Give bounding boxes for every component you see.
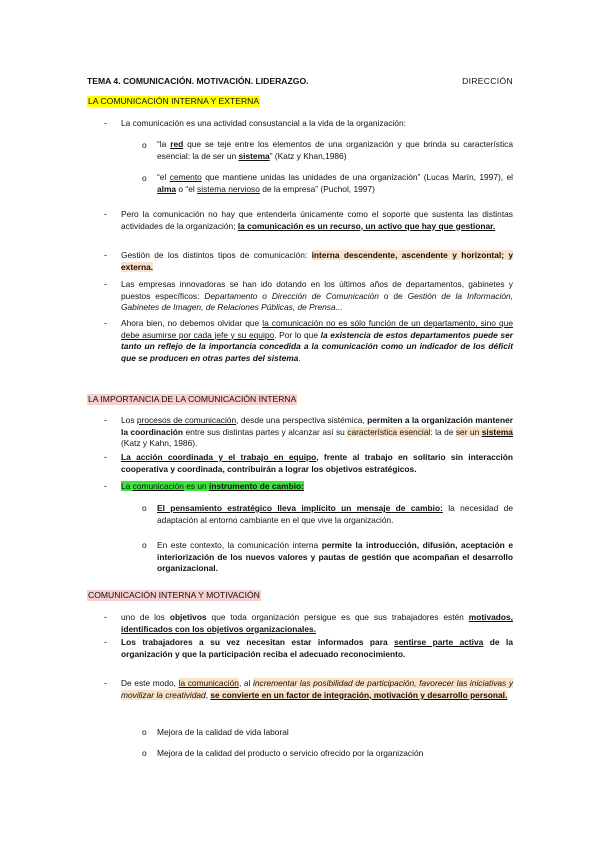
dash-marker: - (104, 318, 107, 328)
bullet-marker: o (142, 540, 147, 550)
paragraph-6: Los procesos de comunicación, desde una perspectiva sistémica, permiten a la organización mantener la coordinación entre sus distintas partes y alcanzar así su característica esencial: la de ser un sistema (Katz y Kahn, 1986). (121, 415, 513, 449)
quote-3: El pensamiento estratégico lleva implícito un mensaje de cambio: la necesidad de adaptación al entorno cambiante en el que vive la organización. (157, 503, 513, 525)
dash-marker: - (104, 452, 107, 462)
dash-marker: - (104, 637, 107, 647)
document-title: TEMA 4. COMUNICACIÓN. MOTIVACIÓN. LIDERAZGO. (87, 76, 309, 86)
paragraph-8: La comunicación es un instrumento de cambio: (121, 481, 304, 491)
section-heading-2: LA IMPORTANCIA DE LA COMUNICACIÓN INTERNA (88, 394, 297, 404)
quote-5: Mejora de la calidad de vida laboral (157, 727, 289, 737)
paragraph-9: uno de los objetivos que toda organización persigue es que sus trabajadores estén motivados, identificados con los objetivos organizacionales. (121, 612, 513, 634)
paragraph-7: La acción coordinada y el trabajo en equipo, frente al trabajo en solitario sin interacción cooperativa y coordinada, contribuirán a lograr los objetivos estratégicos. (121, 452, 513, 474)
paragraph-11: De este modo, la comunicación, al incrementar las posibilidad de participación, favorecer las iniciativas y movilizar la creatividad, se convierte en un factor de integración, motivación y desarrollo personal. (121, 678, 514, 700)
bullet-marker: o (142, 173, 147, 183)
dash-marker: - (104, 279, 107, 289)
dash-marker: - (104, 415, 107, 425)
quote-1: “la red que se teje entre los elementos de una organización y que brinda su característica esencial: la de ser un sistema” (Katz y Khan,1986) (157, 139, 514, 161)
dash-marker: - (104, 118, 107, 128)
header-subject: DIRECCIÓN (462, 76, 513, 86)
bullet-marker: o (142, 503, 147, 513)
dash-marker: - (104, 209, 107, 219)
section-heading-3: COMUNICACIÓN INTERNA Y MOTIVACIÓN (88, 590, 260, 600)
paragraph-10: Los trabajadores a su vez necesitan estar informados para sentirse parte activa de la organización y que la participación reciba el adecuado reconocimiento. (121, 637, 513, 659)
dash-marker: - (104, 250, 107, 260)
paragraph-1: La comunicación es una actividad consustancial a la vida de la organización: (121, 118, 406, 128)
section-heading-1: LA COMUNICACIÓN INTERNA Y EXTERNA (88, 96, 260, 106)
dash-marker: - (104, 678, 107, 688)
quote-6: Mejora de la calidad del producto o servicio ofrecido por la organización (157, 748, 424, 758)
quote-4: En este contexto, la comunicación interna permite la introducción, difusión, aceptación e interiorización de los nuevos valores y pautas de gestión que acompañan el desarrollo organizacional. (157, 540, 513, 574)
bullet-marker: o (142, 140, 147, 150)
dash-marker: - (104, 481, 107, 491)
quote-2: “el cemento que mantiene unidas las unidades de una organización” (Lucas Marín, 1997), el alma o “el sistema nervioso de la empresa” (Puchol, 1997) (157, 172, 513, 194)
bullet-marker: o (142, 727, 147, 737)
paragraph-5: Ahora bien, no debemos olvidar que la comunicación no es sólo función de un departamento, sino que debe asumirse por cada jefe y su equipo. Por lo que la existencia de estos departamentos puede ser tanto un reflejo de la importancia concedida a la comunicación como un indicador de los déficit que se producen en otras partes del sistema. (121, 318, 513, 363)
paragraph-4: Las empresas innovadoras se han ido dotando en los últimos años de departamentos, gabinetes y puestos específicos: Departamento o Dirección de Comunicación o de Gestión de la Información, Gabinetes de Imagen, de Relaciones Públicas, de Prensa... (121, 279, 514, 313)
dash-marker: - (104, 612, 107, 622)
paragraph-3: Gestión de los distintos tipos de comunicación: interna descendente, ascendente y horizontal; y externa. (121, 250, 514, 272)
page-header (87, 76, 513, 86)
paragraph-2: Pero la comunicación no hay que entenderla únicamente como el soporte que sustenta las distintas actividades de la organización; la comunicación es un recurso, un activo que hay que gestionar. (121, 209, 513, 231)
bullet-marker: o (142, 748, 147, 758)
